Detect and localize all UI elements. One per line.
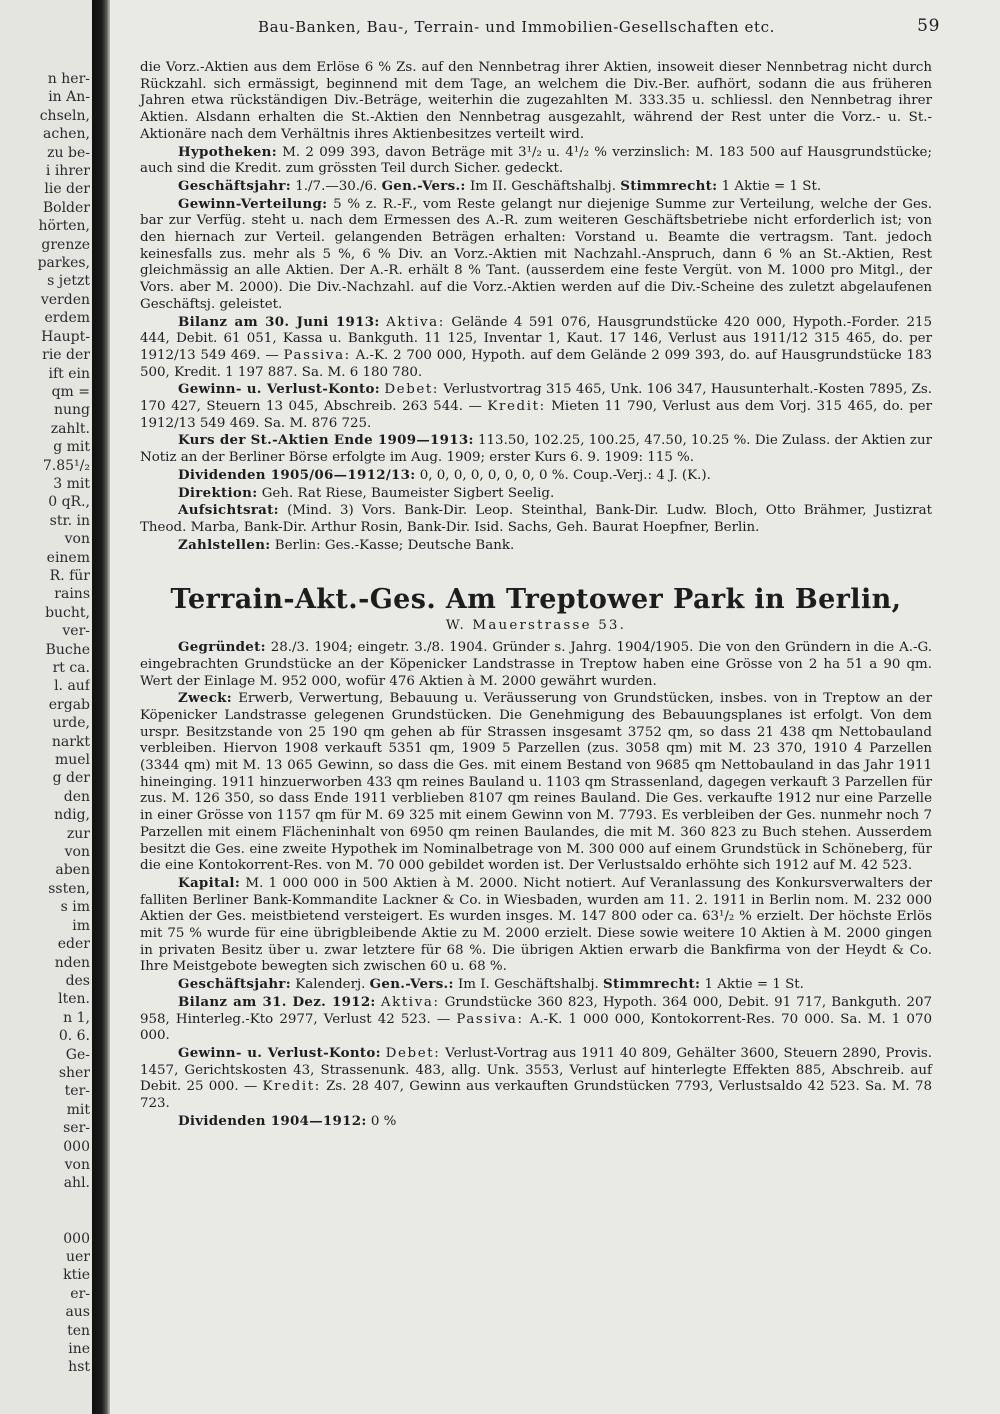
- book-spine-shadow: [92, 0, 110, 1414]
- margin-fragment: Buche: [45, 641, 90, 658]
- margin-fragment: ten: [67, 1322, 90, 1339]
- margin-fragment: in An-: [48, 89, 90, 106]
- company-address: W. Mauerstrasse 53.: [445, 618, 627, 634]
- margin-fragment: den: [63, 788, 90, 805]
- margin-fragment: zahlt.: [50, 420, 90, 437]
- page-header: [140, 14, 940, 40]
- margin-fragment: [0, 1211, 90, 1229]
- margin-fragment: rains: [54, 586, 90, 603]
- margin-fragment: eder: [57, 936, 90, 953]
- entry-bilanz: Bilanz am 30. Juni 1913: Aktiva: Gelände 4 591 076, Hausgrundstücke 420 000, Hypoth.-Forder. 215 444, Debit. 61 051, Kassa u. Bankguth. 11 125, Inventar 1, Kaut. 17 146, Verlust aus 1911/12 315 465, do. per 1912/13 549 469. — Passiva: A.-K. 2 700 000, Hypoth. auf dem Gelände 2 099 393, do. auf Hausgrundstücke 183 500, Kredit. 1 197 887. Sa. M. 6 180 780.: [140, 313, 933, 380]
- entry-gewinn-verlust: Gewinn- u. Verlust-Konto: Debet: Verlustvortrag 315 465, Unk. 106 347, Hausunterhalt.-Kosten 7895, Zs. 170 427, Steuern 13 045, Abschreib. 263 544. — Kredit: Mieten 11 790, Verlust aus dem Vorj. 315 465, do. per 1912/13 549 469. Sa. M. 876 725.: [140, 381, 932, 431]
- margin-fragment: ndig,: [54, 807, 90, 824]
- margin-fragment: des: [65, 972, 90, 989]
- margin-fragment: rie der: [42, 347, 90, 364]
- margin-fragment: bucht,: [45, 604, 90, 621]
- margin-fragment: im: [72, 917, 90, 934]
- margin-fragment: von: [64, 531, 90, 548]
- entry-direktion: Direktion: Geh. Rat Riese, Baumeister Sigbert Seelig.: [178, 484, 555, 501]
- entry-geschaeftsjahr: Geschäftsjahr: 1./7.—30./6. Gen.-Vers.: Im II. Geschäftshalbj. Stimmrecht: 1 Aktie = 1 St.: [178, 177, 822, 194]
- margin-fragment: hst: [68, 1359, 90, 1376]
- entry-zweck: Zweck: Erwerb, Verwertung, Bebauung u. Veräusserung von Grundstücken, insbes. von in Treptow an der Köpenicker Landstrasse gelegenen Grundstücken. Die Genehmigung des Bebauungsplanes ist erfolgt. Von dem urspr. Besitzstande von 25 190 qm gehen ab für Strassen insgesamt 3752 qm, so dass 21 438 qm Nettobauland verbleiben. Hiervon 1908 verkauft 5351 qm, 1909 5 Parzellen (zus. 3058 qm) mit M. 23 370, 1910 4 Parzellen (3344 qm) mit M. 13 065 Gewinn, so dass die Ges. mit einem Bestand von 9685 qm Nettobauland in das Jahr 1911 hineinging. 1911 hinzuerworben 433 qm reines Bauland u. 1103 qm Strassenland, dagegen verkauft 3 Parzellen für zus. M. 126 350, so dass Ende 1911 verblieben 8107 qm reines Bauland. Die Ges. verkaufte 1912 nur eine Parzelle in einer Grösse von 1157 qm für M. 69 325 mit einem Gewinn von M. 7793. Es verbleiben der Ges. nunmehr noch 7 Parzellen mit einem Flächeninhalt von 6950 qm reinen Baulandes, die mit M. 360 823 zu Buch stehen. Ausserdem besitzt die Ges. eine zweite Hypothek im Nominalbetrage von M. 300 000 auf einem Grundstück in Schöneberg, für die eine Kontokorrent-Res. von M. 70 000 gebildet worden ist. Der Verlustsaldo erhöhte sich 1912 auf M. 42 523.: [140, 690, 932, 874]
- margin-fragment: i ihrer: [45, 163, 90, 180]
- margin-fragment: mit: [66, 1101, 90, 1118]
- entry-geschaeftsjahr: Geschäftsjahr: Kalenderj. Gen.-Vers.: Im I. Geschäftshalbj. Stimmrecht: 1 Aktie = 1 St.: [178, 976, 804, 993]
- margin-fragment: von: [64, 844, 90, 861]
- margin-fragment: Ge-: [65, 1046, 90, 1063]
- page-number: 59: [917, 16, 940, 36]
- margin-fragment: rt ca.: [52, 660, 90, 676]
- margin-fragment: R. für: [49, 567, 90, 584]
- margin-fragment: chseln,: [39, 107, 90, 124]
- margin-fragment: aus: [65, 1304, 90, 1321]
- entry-aufsichtsrat: Aufsichtsrat: (Mind. 3) Vors. Bank-Dir. Leop. Steinthal, Bank-Dir. Ludw. Bloch, Otto Brähmer, Justizrat Theod. Marba, Bank-Dir. Arthur Rosin, Bank-Dir. Isid. Sachs, Geh. Baurat Hoepfner, Berlin.: [140, 502, 932, 535]
- margin-fragment: 0. 6.: [58, 1028, 90, 1045]
- margin-fragment: ter-: [64, 1083, 90, 1100]
- margin-fragment: erdem: [44, 310, 90, 327]
- margin-fragment: hörten,: [38, 218, 90, 235]
- margin-fragment: l. auf: [54, 678, 90, 695]
- margin-fragment: ergab: [48, 696, 90, 713]
- margin-fragment: nden: [54, 954, 90, 971]
- margin-fragment: grenze: [41, 236, 90, 253]
- margin-fragment: 000: [63, 1138, 90, 1155]
- margin-fragment: 7.85¹/₂: [42, 457, 90, 474]
- margin-fragment: [0, 1193, 90, 1211]
- facing-page-margin: [0, 0, 92, 1414]
- entry-dividenden: Dividenden 1904—1912: 0 %: [178, 1112, 397, 1129]
- margin-fragment: muel: [54, 752, 90, 769]
- margin-fragment: ahl.: [63, 1175, 90, 1192]
- margin-fragment: Haupt-: [41, 328, 90, 345]
- margin-fragment: uer: [66, 1249, 90, 1265]
- page-body: [140, 60, 932, 1130]
- margin-fragment: 0 qR.,: [48, 494, 90, 511]
- margin-fragment: parkes,: [37, 255, 90, 272]
- entry-kapital: Kapital: M. 1 000 000 in 500 Aktien à M. 2000. Nicht notiert. Auf Veranlassung des Konkursverwalters der falliten Berliner Bank-Kommandite Lackner & Co. in Wiesbaden, wurden am 11. 2. 1911 in Berlin nom. M. 232 000 Aktien der Ges. meistbietend versteigert. Es wurden insges. M. 147 800 oder ca. 63¹/₂ % erzielt. Der höchste Erlös mit 75 % wurde für eine übrigbleibende Aktie zu M. 2000 erzielt. Diese sowie weitere 10 Aktien à M. 2000 gingen in privaten Besitz über u. zwar letztere für 68 %. Die übrigen Aktien erwarb die Bankfirma von der Heydt & Co. Ihre Meistgebote bewegten sich zwischen 60 u. 68 %.: [140, 874, 932, 975]
- entry-dividenden: Dividenden 1905/06—1912/13: 0, 0, 0, 0, 0, 0, 0, 0 %. Coup.-Verj.: 4 J. (K.).: [178, 466, 711, 483]
- margin-fragment: 000: [63, 1230, 90, 1247]
- facing-page-fragments: [0, 70, 90, 1377]
- margin-fragment: von: [64, 1156, 90, 1173]
- margin-fragment: Bolder: [42, 199, 90, 216]
- margin-fragment: ktie: [63, 1267, 90, 1284]
- margin-fragment: zur: [66, 825, 90, 842]
- margin-fragment: g der: [52, 770, 90, 787]
- margin-fragment: urde,: [52, 715, 90, 732]
- margin-fragment: 3 mit: [53, 475, 90, 492]
- company-title: Terrain-Akt.-Ges. Am Treptower Park in Berlin,: [170, 584, 902, 616]
- margin-fragment: er-: [70, 1285, 90, 1302]
- margin-fragment: ine: [68, 1341, 90, 1358]
- margin-fragment: n her-: [47, 71, 90, 87]
- entry-gewinn-verlust: Gewinn- u. Verlust-Konto: Debet: Verlust-Vortrag aus 1911 40 809, Gehälter 3600, Steuern 2890, Provis. 1457, Gerichtskosten 43, Strassenunk. 483, allg. Unk. 3553, Verlust auf hinterlegte Effekten 885, Abschreib. auf Debit. 25 000. — Kredit: Zs. 28 407, Gewinn aus verkauften Grundstücken 7793, Verlustsaldo 42 523. Sa. M. 78 723.: [140, 1044, 932, 1112]
- margin-fragment: ift ein: [48, 365, 90, 382]
- margin-fragment: verden: [40, 291, 90, 308]
- margin-fragment: nung: [53, 402, 90, 419]
- margin-fragment: ser-: [63, 1120, 90, 1137]
- margin-fragment: sher: [58, 1064, 90, 1081]
- margin-fragment: achen,: [43, 126, 90, 143]
- margin-fragment: n 1,: [63, 1009, 90, 1026]
- margin-fragment: s im: [60, 899, 90, 916]
- entry-hypotheken: Hypotheken: M. 2 099 393, davon Beträge mit 3¹/₂ u. 4¹/₂ % verzinslich: M. 183 500 auf Hausgrundstücke; auch sind die Kredit. zum grössten Teil durch Sicher. gedeckt.: [140, 143, 932, 177]
- margin-fragment: ssten,: [48, 880, 90, 897]
- margin-fragment: narkt: [51, 733, 90, 750]
- entry-gewinn-verteilung: Gewinn-Verteilung: 5 % z. R.-F., vom Reste gelangt nur diejenige Summe zur Verteilung, welche der Ges. bar zur Verfüg. steht u. nach dem Ermessen des A.-R. zum weiteren Geschäftsbetriebe nicht erforderlich ist; von den hiernach zur Verteil. gelangenden Beträgen erhalten: Vorstand u. Beamte die vertragsm. Tant. jedoch keinesfalls zus. mehr als 5 %, 6 % Div. an Vorz.-Aktien mit Nachzahl.-Anspruch, dann 6 % an St.-Aktien, Rest gleichmässig an alle Aktien. Der A.-R. erhält 8 % Tant. (ausserdem eine feste Vergüt. von M. 1000 pro Mitgl., der Vors. aber M. 2000). Die Div.-Nachzahl. auf die Vorz.-Aktien werden auf die Div.-Scheine des zuletzt abgelaufenen Geschäftsj. geleistet.: [140, 195, 932, 312]
- margin-fragment: lie der: [44, 181, 90, 198]
- running-title: Bau-Banken, Bau-, Terrain- und Immobilien-Gesellschaften etc.: [258, 18, 775, 36]
- margin-fragment: ver-: [62, 623, 90, 640]
- margin-fragment: einem: [46, 549, 90, 566]
- entry-zahlstellen: Zahlstellen: Berlin: Ges.-Kasse; Deutsche Bank.: [178, 536, 515, 553]
- entry-kurs: Kurs der St.-Aktien Ende 1909—1913: 113.50, 102.25, 100.25, 47.50, 10.25 %. Die Zulass. der Aktien zur Notiz an der Berliner Börse erfolgte im Aug. 1909; erster Kurs 6. 9. 1909: 115 %.: [140, 432, 932, 466]
- continued-text: die Vorz.-Aktien aus dem Erlöse 6 % Zs. auf den Nennbetrag ihrer Aktien, insoweit dieser Nennbetrag nicht durch Rückzahl. sich ermässigt, beginnend mit dem Tage, an welchem die Div.-Ber. aufhört, sodann die aus früheren Jahren etwa rückständigen Div.-Beträge, weiterhin die zugezahlten M. 333.35 u. schliessl. den Nennbetrag ihrer Aktien. Alsdann erhalten die St.-Aktien den Nennbetrag ausgezahlt, während der Rest unter die Vorz.- u. St.-Aktionäre nach dem Verhältnis ihres Aktienbesitzes verteilt wird.: [140, 60, 932, 142]
- margin-fragment: qm =: [51, 383, 90, 400]
- entry-gegruendet: Gegründet: 28./3. 1904; eingetr. 3./8. 1904. Gründer s. Jahrg. 1904/1905. Die von den Gründern in die A.-G. eingebrachten Grundstücke an der Köpenicker Landstrasse in Treptow haben eine Grösse von 2 ha 51 a 90 qm. Wert der Einlage M. 952 000, wofür 476 Aktien à M. 2000 gewährt wurden.: [140, 639, 932, 689]
- margin-fragment: lten.: [58, 991, 90, 1008]
- margin-fragment: str. in: [49, 512, 90, 529]
- margin-fragment: zu be-: [47, 144, 90, 161]
- margin-fragment: s jetzt: [47, 273, 90, 290]
- margin-fragment: aben: [55, 862, 90, 879]
- book-page: [140, 0, 940, 1414]
- entry-bilanz: Bilanz am 31. Dez. 1912: Aktiva: Grundstücke 360 823, Hypoth. 364 000, Debit. 91 717, Bankguth. 207 958, Hinterleg.-Kto 2977, Verlust 42 523. — Passiva: A.-K. 1 000 000, Kontokorrent-Res. 70 000. Sa. M. 1 070 000.: [140, 993, 932, 1044]
- margin-fragment: g mit: [53, 439, 90, 456]
